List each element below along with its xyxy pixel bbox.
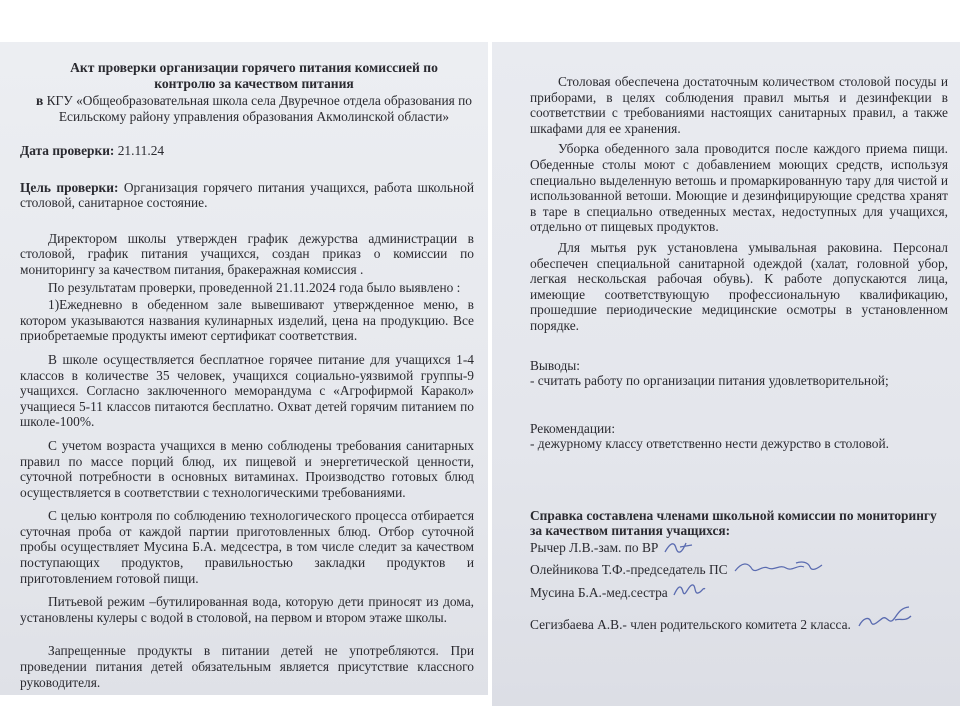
signatures-title: Справка составлена членами школьной комиссии по мониторингу за качеством питания учащихся:	[530, 507, 937, 539]
document-page-left	[0, 42, 488, 695]
signatory-name: Мусина Б.А.-мед.сестра	[530, 585, 668, 601]
signatory-name: Олейникова Т.Ф.-председатель ПС	[530, 561, 728, 577]
paragraph-tableware: Столовая обеспечена достаточным количеством столовой посуды и приборами, в целях соблюдения правил мытья и дезинфекции в соответствии с требованиями настоящих санитарных правил, а также шкафами для ее хранения.	[530, 74, 948, 136]
paragraph-prohibited-products: Запрещенные продукты в питании детей не употребляются. При проведении питания детей обязательным является присутствие классного руководителя.	[20, 643, 474, 690]
goal-label: Цель проверки:	[20, 179, 119, 195]
document-page-right	[492, 42, 960, 706]
inspection-date	[20, 143, 474, 159]
paragraph-drinking-water: Питьевой режим –бутилированная вода, которую дети приносят из дома, установлены кулеры с водой в столовой, на первом и втором этаже школы.	[20, 594, 474, 625]
signatory-4	[530, 604, 948, 636]
handwritten-signature	[855, 604, 915, 636]
handwritten-signature	[662, 539, 696, 559]
inspection-goal	[20, 180, 474, 211]
conclusions-text: - считать работу по организации питания удовлетворительной;	[530, 373, 889, 389]
recommendations-label: Рекомендации:	[530, 420, 616, 436]
handwritten-signature	[672, 580, 706, 604]
paragraph-daily-sample: С целью контроля по соблюдению технологического процесса отбирается суточная проба от каждой партии приготовленных блюд. Отбор суточной пробы осуществляет Мусина Б.А. медсестра, в том числе следит за качеством поступающих продуктов, правильностью закладки продуктов и приготовлением готовой пищи.	[20, 508, 474, 586]
date-value: 21.11.24	[114, 143, 165, 158]
signature-block	[530, 508, 948, 636]
paragraph-menu: 1)Ежедневно в обеденном зале вывешивают утвержденное меню, в котором указываются названия кулинарных изделий, цена на продукцию. Все приобретаемые продукты имеют сертификат соответствия.	[20, 297, 474, 344]
paragraph-sanitary-rules: С учетом возраста учащихся в меню соблюдены требования санитарных правил по массе порций блюд, их пищевой и энергетической ценности, суточной потребности в основных витаминах. Производство готовых блюд осуществляется в соответствии с технологическими требованиями.	[20, 437, 474, 500]
recommendations-text: - дежурному классу ответственно нести дежурство в столовой.	[530, 436, 889, 452]
signatory-name: Рычер Л.В.-зам. по ВР	[530, 540, 659, 556]
goal-value: Организация горячего питания учащихся, работа школьной столовой, санитарное состояние.	[20, 179, 474, 211]
paragraph-staff: Для мытья рук установлена умывальная раковина. Персонал обеспечен специальной санитарной одеждой (халат, головной убор, легкая нескольская рабочая обувь). К работе допускаются лица, имеющие соответствующую профессиональную квалификацию, прошедшие периодические медицинские осмотры в установленном порядке.	[530, 239, 948, 333]
handwritten-signature	[732, 559, 824, 581]
conclusions-label: Выводы:	[530, 357, 580, 373]
paragraph-cleaning: Уборка обеденного зала проводится после каждого приема пищи. Обеденные столы моют с добавлением моющих средств, используя специально выделенную ветошь и промаркированную тару для чистой и использованной ветоши. Моющие и дезинфицирующие средства хранят в таре в специально отведенных местах, недоступных для учащихся, отдельно от пищевых продуктов.	[530, 141, 948, 235]
paragraph-results-intro: По результатам проверки, проведенной 21.11.2024 года было выявлено :	[48, 279, 461, 295]
org-prefix: в	[36, 93, 44, 108]
signatory-name: Сегизбаева А.В.- член родительского комитета 2 класса.	[530, 616, 851, 632]
organization-name	[34, 93, 474, 125]
signatory-3	[530, 580, 948, 604]
date-label: Дата проверки:	[20, 143, 115, 158]
org-text: КГУ «Общеобразовательная школа села Двуречное отдела образования по Есильскому району управления образования Акмолинской области»	[43, 93, 472, 124]
paragraph-free-meals: В школе осуществляется бесплатное горячее питание для учащихся 1-4 классов в количестве 35 человек, учащихся социально-уязвимой группы-9 учащихся. Согласно заключенного меморандума с «Агрофирмой Каракол» учащиеся 5-11 классов питаются бесплатно. Охват детей горячим питанием по школе-100%.	[20, 351, 474, 430]
paragraph-schedule: Директором школы утвержден график дежурства администрации в столовой, график питания учащихся, создан приказ о комиссии по мониторингу за качеством питания, бракеражная комиссия .	[20, 230, 474, 277]
document-title: Акт проверки организации горячего питания комиссией по контролю за качеством питания	[70, 60, 438, 91]
signatory-1	[530, 539, 948, 559]
signatory-2	[530, 559, 948, 581]
